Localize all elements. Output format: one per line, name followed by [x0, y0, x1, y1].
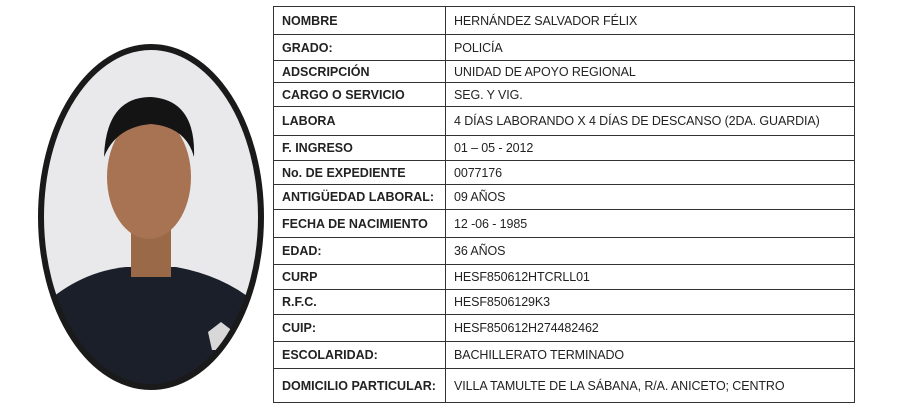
field-value: HESF850612H274482462 [446, 315, 855, 342]
field-value: 12 -06 - 1985 [446, 210, 855, 238]
personnel-data-table [273, 6, 855, 403]
table-row [274, 185, 855, 210]
field-label: CURP [274, 265, 446, 290]
field-value: 09 AÑOS [446, 185, 855, 210]
field-value: HESF850612HTCRLL01 [446, 265, 855, 290]
table-row [274, 369, 855, 403]
field-label: ANTIGÜEDAD LABORAL: [274, 185, 446, 210]
field-value: SEG. Y VIG. [446, 83, 855, 107]
field-label: CUIP: [274, 315, 446, 342]
field-value: UNIDAD DE APOYO REGIONAL [446, 61, 855, 83]
field-label: FECHA DE NACIMIENTO [274, 210, 446, 238]
field-value: 4 DÍAS LABORANDO X 4 DÍAS DE DESCANSO (2DA. GUARDIA) [446, 107, 855, 136]
table-row [274, 83, 855, 107]
field-label: ADSCRIPCIÓN [274, 61, 446, 83]
field-label: R.F.C. [274, 290, 446, 315]
field-label: NOMBRE [274, 7, 446, 35]
table-row [274, 107, 855, 136]
table-row [274, 61, 855, 83]
table-row [274, 238, 855, 265]
field-label: EDAD: [274, 238, 446, 265]
field-value: BACHILLERATO TERMINADO [446, 342, 855, 369]
field-value: POLICÍA [446, 35, 855, 61]
field-value: HESF8506129K3 [446, 290, 855, 315]
field-label: DOMICILIO PARTICULAR: [274, 369, 446, 403]
table-row [274, 7, 855, 35]
field-label: F. INGRESO [274, 136, 446, 161]
table-row [274, 35, 855, 61]
field-label: LABORA [274, 107, 446, 136]
table-row [274, 136, 855, 161]
table-row [274, 265, 855, 290]
field-label: ESCOLARIDAD: [274, 342, 446, 369]
field-value: HERNÁNDEZ SALVADOR FÉLIX [446, 7, 855, 35]
table-row [274, 315, 855, 342]
table-row [274, 161, 855, 185]
portrait-photo [36, 42, 266, 392]
field-value: VILLA TAMULTE DE LA SÁBANA, R/A. ANICETO; CENTRO [446, 369, 855, 403]
table-row [274, 290, 855, 315]
field-label: CARGO O SERVICIO [274, 83, 446, 107]
field-value: 0077176 [446, 161, 855, 185]
field-label: No. DE EXPEDIENTE [274, 161, 446, 185]
table-row [274, 342, 855, 369]
field-value: 36 AÑOS [446, 238, 855, 265]
field-value: 01 – 05 - 2012 [446, 136, 855, 161]
table-row [274, 210, 855, 238]
field-label: GRADO: [274, 35, 446, 61]
